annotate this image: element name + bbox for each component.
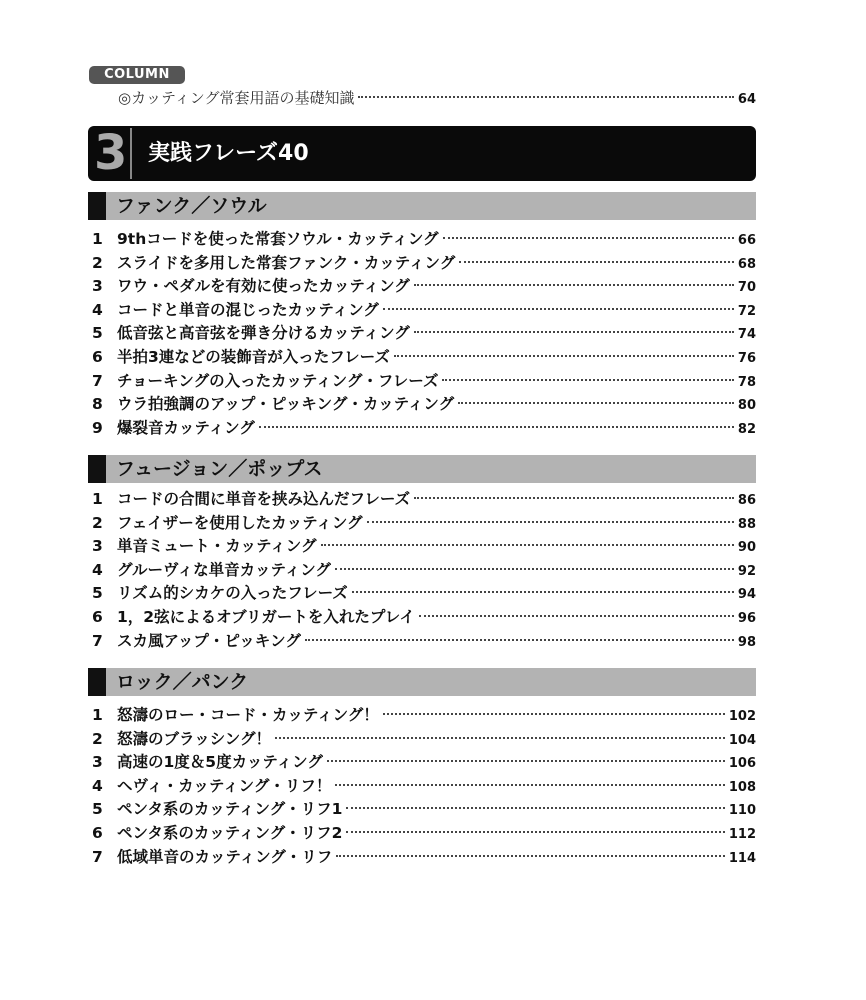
- entry-title: ウラ拍強調のアップ・ピッキング・カッティング: [117, 395, 455, 414]
- entry-number: 4: [92, 560, 103, 579]
- entry-title: 9thコードを使った常套ソウル・カッティング: [117, 230, 439, 248]
- dot-leader: [442, 379, 733, 381]
- entry-title: チョーキングの入ったカッティング・フレーズ: [117, 371, 439, 390]
- entry-title: 1，2弦によるオブリガートを入れたプレイ: [117, 608, 415, 626]
- toc-entry[interactable]: [88, 275, 756, 297]
- entry-number: 9: [92, 418, 103, 437]
- entry-number: 4: [92, 776, 103, 795]
- toc-entry[interactable]: [88, 393, 756, 415]
- toc-entry[interactable]: [88, 535, 756, 557]
- entry-title: 怒濤のロー・コード・カッティング！: [117, 706, 379, 724]
- toc-entry[interactable]: [88, 299, 756, 321]
- toc-entry[interactable]: [88, 322, 756, 344]
- entry-page: 104: [728, 732, 756, 748]
- section-header: [88, 668, 756, 696]
- entry-title: 低音弦と高音弦を弾き分けるカッティング: [117, 324, 410, 343]
- entry-title: ペンタ系のカッティング・リフ1: [117, 800, 343, 819]
- toc-entry[interactable]: [88, 846, 756, 868]
- entry-page: 96: [737, 611, 756, 626]
- entry-number: 5: [92, 324, 103, 343]
- toc-entry[interactable]: [88, 582, 756, 604]
- entry-number: 7: [92, 847, 103, 866]
- section-marker: [88, 455, 106, 483]
- entry-page: 90: [737, 540, 756, 556]
- dot-leader: [336, 855, 725, 857]
- toc-entry[interactable]: [88, 751, 756, 773]
- entry-title: コードと単音の混じったカッティング: [117, 300, 379, 319]
- entry-number: 5: [92, 584, 103, 603]
- entry-page: 86: [737, 493, 756, 508]
- entry-number: 3: [92, 277, 103, 296]
- entry-title: 爆裂音カッティング: [117, 418, 255, 437]
- section-title: ファンク／ソウル: [116, 195, 267, 217]
- entry-page: 66: [737, 233, 756, 248]
- toc-entry[interactable]: [88, 370, 756, 392]
- entry-page: 74: [737, 327, 756, 343]
- toc-entry[interactable]: [88, 417, 756, 439]
- entry-title: 低域単音のカッティング・リフ: [117, 847, 333, 866]
- entry-title: スライドを多用した常套ファンク・カッティング: [117, 253, 456, 272]
- dot-leader: [275, 737, 725, 739]
- entry-page: 94: [737, 587, 756, 603]
- entry-page: 106: [728, 756, 756, 772]
- entry-page: 112: [728, 827, 756, 842]
- dot-leader: [367, 521, 734, 523]
- entry-page: 80: [737, 398, 756, 414]
- entry-number: 7: [92, 371, 103, 390]
- entry-number: 3: [92, 537, 103, 556]
- entry-title: 高速の1度＆5度カッティング: [117, 753, 323, 772]
- dot-leader: [259, 426, 734, 428]
- entry-page: 82: [737, 421, 756, 437]
- dot-leader: [335, 784, 724, 786]
- dot-leader: [335, 568, 734, 570]
- entry-number: 8: [92, 395, 103, 414]
- entry-number: 7: [92, 631, 103, 650]
- entry-title: ワウ・ペダルを有効に使ったカッティング: [117, 277, 410, 296]
- entry-title: リズム的シカケの入ったフレーズ: [117, 584, 348, 603]
- entry-title: 半拍3連などの装飾音が入ったフレーズ: [117, 348, 390, 366]
- dot-leader: [352, 591, 734, 593]
- entry-page: 102: [728, 709, 756, 724]
- entry-number: 1: [92, 230, 103, 248]
- entry-page: 98: [737, 634, 756, 650]
- section-marker: [88, 192, 106, 220]
- toc-entry[interactable]: [88, 346, 756, 368]
- entry-number: 1: [92, 490, 103, 508]
- entry-number: 6: [92, 824, 103, 842]
- dot-leader: [414, 284, 734, 286]
- entry-title: グルーヴィな単音カッティング: [117, 560, 331, 579]
- entry-page: 64: [737, 92, 756, 107]
- toc-entry[interactable]: [88, 704, 756, 726]
- entry-page: 110: [728, 803, 756, 819]
- entry-title: 単音ミュート・カッティング: [117, 537, 317, 556]
- entry-page: 108: [728, 779, 756, 795]
- dot-leader: [327, 760, 725, 762]
- toc-entry[interactable]: [88, 252, 756, 274]
- toc-entry[interactable]: [88, 228, 756, 250]
- toc-entry[interactable]: [88, 822, 756, 844]
- entry-number: 5: [92, 800, 103, 819]
- entry-title: ヘヴィ・カッティング・リフ！: [117, 776, 332, 795]
- entry-page: 88: [737, 516, 756, 532]
- dot-leader: [414, 331, 734, 333]
- column-entry[interactable]: [118, 87, 756, 109]
- toc-entry[interactable]: [88, 559, 756, 581]
- entry-title: コードの合間に単音を挟み込んだフレーズ: [117, 490, 411, 508]
- dot-leader: [383, 308, 734, 310]
- entry-number: 1: [92, 706, 103, 724]
- chapter-number: 3: [94, 128, 132, 179]
- entry-title: スカ風アップ・ピッキング: [117, 631, 301, 650]
- entry-page: 114: [728, 850, 756, 866]
- entry-title: ◎カッティング常套用語の基礎知識: [118, 89, 355, 107]
- dot-leader: [459, 261, 734, 263]
- entry-page: 92: [737, 563, 756, 579]
- toc-entry[interactable]: [88, 798, 756, 820]
- dot-leader: [346, 831, 724, 833]
- entry-number: 2: [92, 253, 103, 272]
- dot-leader: [458, 402, 734, 404]
- entry-page: 76: [737, 351, 756, 366]
- entry-page: 68: [737, 256, 756, 272]
- entry-page: 78: [737, 374, 756, 390]
- entry-number: 2: [92, 729, 103, 748]
- entry-page: 70: [737, 280, 756, 296]
- toc-entry[interactable]: [88, 512, 756, 534]
- entry-number: 3: [92, 753, 103, 772]
- section-marker: [88, 668, 106, 696]
- toc-entry[interactable]: [88, 630, 756, 652]
- dot-leader: [321, 544, 734, 546]
- chapter-header: [88, 126, 756, 181]
- entry-number: 2: [92, 513, 103, 532]
- section-title: ロック／パンク: [116, 671, 249, 693]
- section-header: [88, 455, 756, 483]
- chapter-title: 実践フレーズ40: [148, 141, 309, 166]
- entry-number: 4: [92, 300, 103, 319]
- dot-leader: [358, 96, 733, 98]
- entry-number: 6: [92, 608, 103, 626]
- entry-title: 怒濤のブラッシング！: [117, 729, 271, 748]
- toc-entry[interactable]: [88, 775, 756, 797]
- entry-page: 72: [737, 303, 756, 319]
- dot-leader: [346, 807, 724, 809]
- column-badge: COLUMN: [89, 66, 185, 84]
- dot-leader: [305, 639, 734, 641]
- entry-title: ペンタ系のカッティング・リフ2: [117, 824, 343, 842]
- toc-entry[interactable]: [88, 606, 756, 628]
- dot-leader: [383, 713, 725, 715]
- section-title: フュージョン／ポップス: [116, 458, 323, 480]
- section-header: [88, 192, 756, 220]
- dot-leader: [419, 615, 734, 617]
- entry-title: フェイザーを使用したカッティング: [117, 513, 363, 532]
- entry-number: 6: [92, 348, 103, 366]
- toc-entry[interactable]: [88, 488, 756, 510]
- toc-entry[interactable]: [88, 728, 756, 750]
- dot-leader: [394, 355, 734, 357]
- dot-leader: [443, 237, 734, 239]
- dot-leader: [414, 497, 734, 499]
